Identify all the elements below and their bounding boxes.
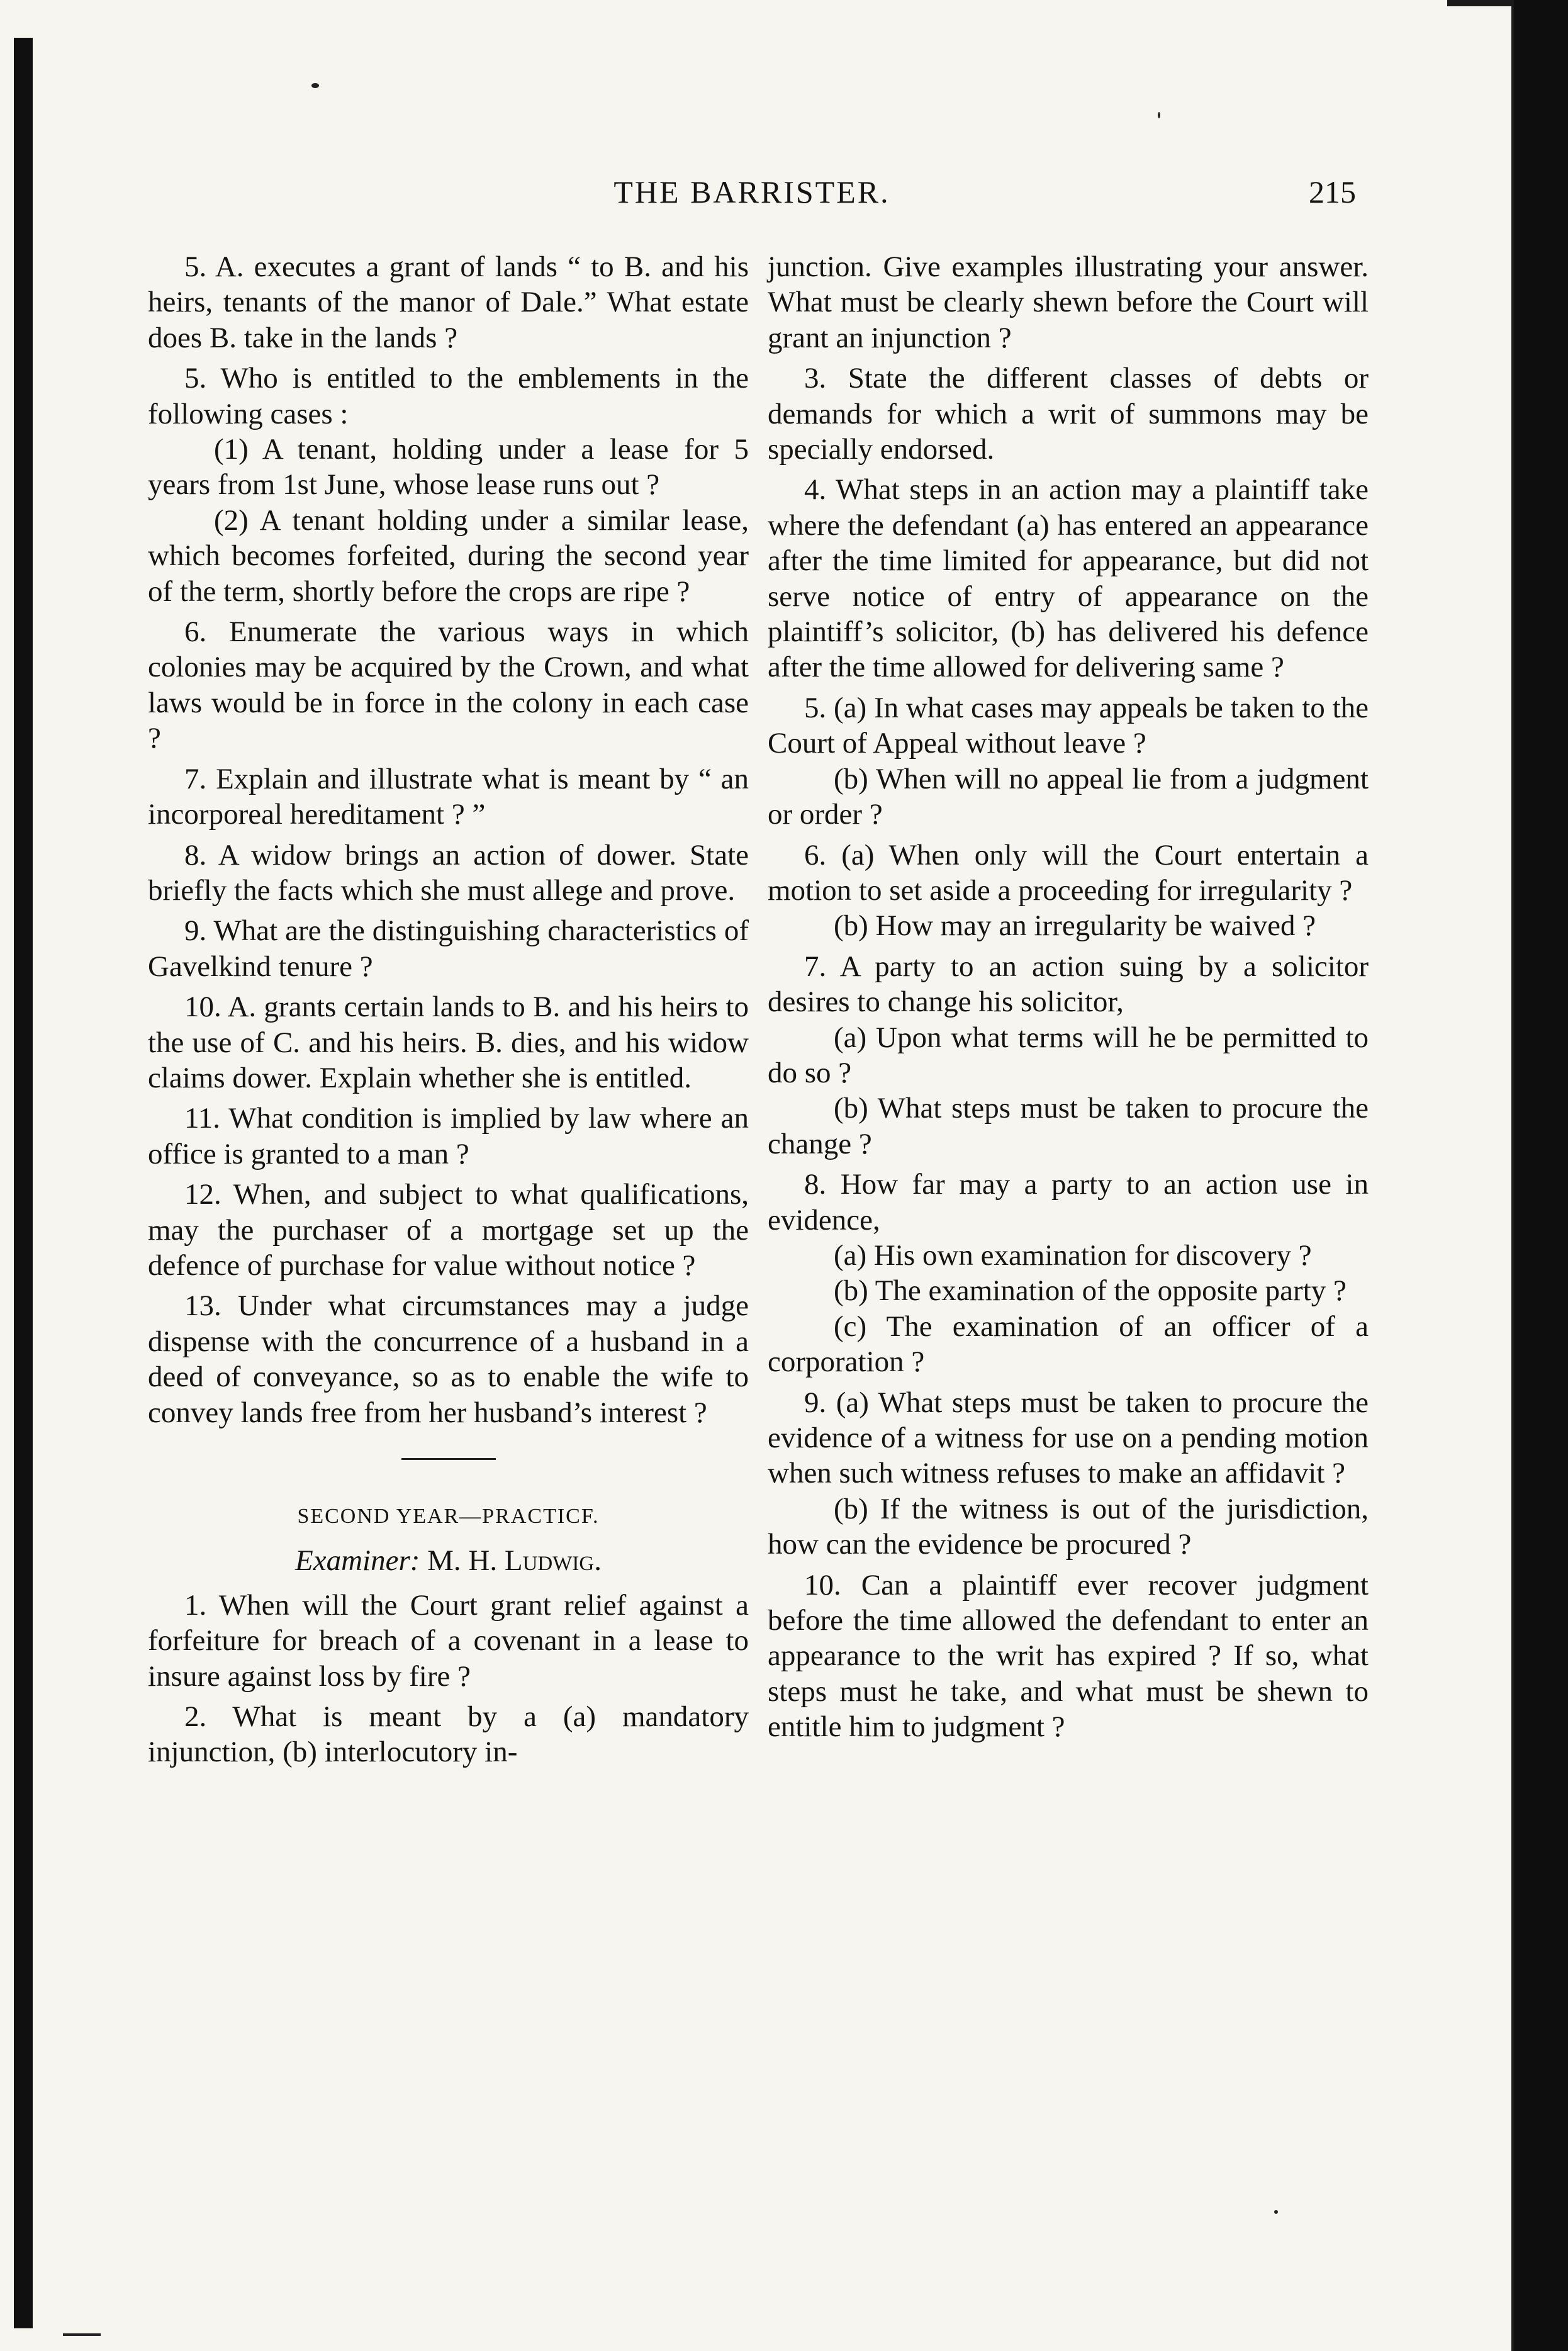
left-column: [148, 249, 749, 1770]
question-paragraph: (c) The examination of an officer of a corporation ?: [768, 1310, 1369, 1379]
question-paragraph: 8. A widow brings an action of dower. State briefly the facts which she must allege and prove.: [148, 838, 749, 907]
scan-speck: [311, 83, 319, 88]
examiner-name: M. H. Ludwig.: [427, 1544, 602, 1578]
page-header: [148, 174, 1356, 224]
question-paragraph: 11. What condition is implied by law where an office is granted to a man ?: [148, 1102, 749, 1170]
question-paragraph: junction. Give examples illustrating your answer. What must be clearly shewn before the Court will grant an injunction ?: [768, 250, 1369, 354]
question-list: [148, 249, 749, 1430]
question-paragraph: 7. A party to an action suing by a solicitor desires to change his solicitor,: [768, 950, 1369, 1019]
page-number: 215: [1309, 174, 1356, 210]
running-title: THE BARRISTER.: [613, 174, 890, 210]
question-paragraph: (b) When will no appeal lie from a judgment or order ?: [768, 762, 1369, 831]
question-paragraph: 5. (a) In what cases may appeals be taken to the Court of Appeal without leave ?: [768, 691, 1369, 760]
question-paragraph: 9. What are the distinguishing characteristics of Gavelkind tenure ?: [148, 914, 749, 983]
question-paragraph: 3. State the different classes of debts or demands for which a writ of summons may be specially endorsed.: [768, 362, 1369, 466]
examiner-label: Examiner:: [295, 1544, 420, 1578]
question-paragraph: 13. Under what circumstances may a judge dispense with the concurrence of a husband in a deed of conveyance, so as to enable the wife to convey lands free from her husband’s interest ?: [148, 1289, 749, 1429]
question-paragraph: (a) His own examination for discovery ?: [834, 1238, 1312, 1272]
scan-edge-bottom: [63, 2333, 101, 2336]
question-paragraph: (b) How may an irregularity be waived ?: [834, 909, 1316, 943]
question-paragraph: (b) What steps must be taken to procure the change ?: [768, 1092, 1369, 1160]
question-paragraph: 10. A. grants certain lands to B. and his heirs to the use of C. and his heirs. B. dies, and his widow claims dower. Explain whether she is entitled.: [148, 990, 749, 1094]
question-list: [768, 249, 1369, 1745]
scan-speck: [1274, 2210, 1278, 2214]
right-column: [768, 249, 1369, 1745]
question-paragraph: (1) A tenant, holding under a lease for 5 years from 1st June, whose lease runs out ?: [148, 433, 749, 502]
question-paragraph: (b) If the witness is out of the jurisdiction, how can the evidence be procured ?: [768, 1492, 1369, 1561]
scan-edge-right: [1514, 0, 1568, 2351]
question-paragraph: 7. Explain and illustrate what is meant by “ an incorporeal hereditament ? ”: [148, 762, 749, 831]
scan-edge-top: [1447, 0, 1514, 6]
question-paragraph: 2. What is meant by a (a) mandatory injunction, (b) interlocutory in-: [148, 1700, 749, 1769]
question-paragraph: (2) A tenant holding under a similar lease, which becomes forfeited, during the second year of the term, shortly before the crops are ripe ?: [148, 503, 749, 608]
question-paragraph: 8. How far may a party to an action use in evidence,: [768, 1168, 1369, 1237]
question-paragraph: 9. (a) What steps must be taken to procure the evidence of a witness for use on a pending motion when such witness refuses to make an affidavit ?: [768, 1386, 1369, 1490]
examiner-line: [148, 1543, 749, 1578]
question-paragraph: 5. Who is entitled to the emblements in the following cases :: [148, 362, 749, 430]
section-title: SECOND YEAR—PRACTICF.: [297, 1505, 600, 1528]
question-paragraph: 10. Can a plaintiff ever recover judgment before the time allowed the defendant to enter an appearance to the writ has expired ? If so, what steps must he take, and what must be shewn to entitle him to judgment ?: [768, 1568, 1369, 1744]
question-paragraph: 6. (a) When only will the Court entertain a motion to set aside a proceeding for irregularity ?: [768, 838, 1369, 907]
practice-question-list: [148, 1588, 749, 1770]
section-divider: [401, 1458, 496, 1460]
scan-edge-left: [14, 38, 33, 2328]
question-paragraph: 12. When, and subject to what qualifications, may the purchaser of a mortgage set up the defence of purchase for value without notice ?: [148, 1178, 749, 1282]
scan-speck: [1158, 112, 1160, 118]
question-paragraph: 6. Enumerate the various ways in which colonies may be acquired by the Crown, and what laws would be in force in the colony in each case ?: [148, 615, 749, 755]
question-paragraph: 4. What steps in an action may a plaintiff take where the defendant (a) has entered an appearance after the time limited for appearance, but did not serve notice of entry of appearance on the plaintiff’s solicitor, (b) has delivered his defence after the time allowed for delivering same ?: [768, 473, 1369, 684]
question-paragraph: 5. A. executes a grant of lands “ to B. and his heirs, tenants of the manor of Dale.” What estate does B. take in the lands ?: [148, 250, 749, 354]
question-paragraph: (a) Upon what terms will he be permitted to do so ?: [768, 1021, 1369, 1089]
question-paragraph: (b) The examination of the opposite party ?: [834, 1274, 1347, 1308]
question-paragraph: 1. When will the Court grant relief against a forfeiture for breach of a covenant in a lease to insure against loss by fire ?: [148, 1588, 749, 1693]
